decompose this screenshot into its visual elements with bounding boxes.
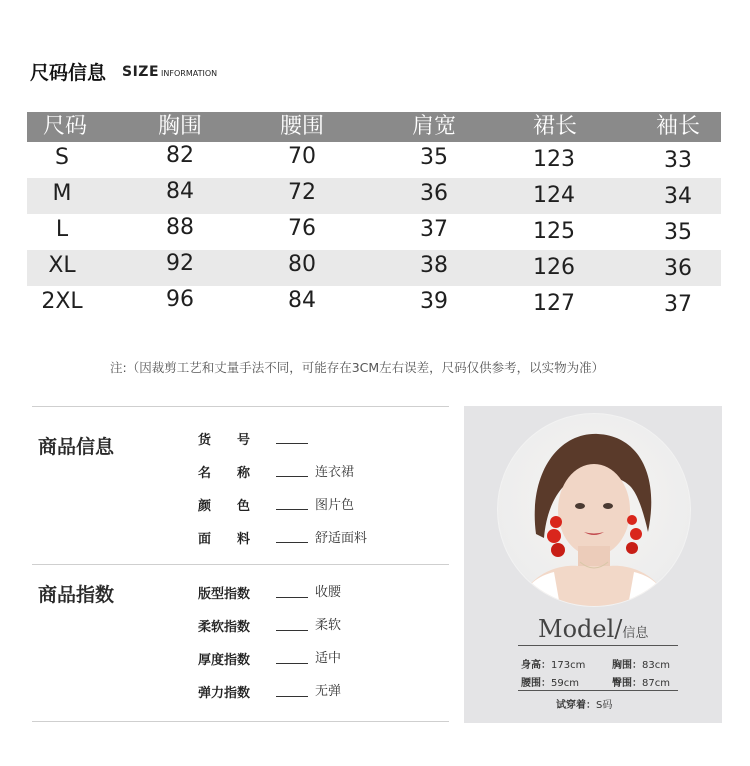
field-value-softness: 柔软 — [315, 618, 342, 633]
model-title-cn: 信息 — [622, 626, 649, 641]
model-waist-value: 59cm — [551, 678, 579, 689]
model-height — [521, 656, 585, 671]
cell-sleeve-length: 35 — [664, 220, 692, 245]
measurement-note: 注:（因裁剪工艺和丈量手法不同，可能存在3CM左右误差，尺码仅供参考，以实物为准） — [110, 360, 605, 375]
field-value-elasticity: 无弹 — [315, 684, 342, 699]
model-tried-label: 试穿着： — [556, 700, 596, 711]
size-info-title: 尺码信息 — [30, 62, 107, 84]
model-hip-label: 臀围： — [612, 678, 642, 689]
field-dash — [276, 597, 308, 598]
cell-sleeve-length: 34 — [664, 184, 692, 209]
cell-size: S — [55, 145, 69, 170]
information-label: INFORMATION — [161, 69, 218, 78]
divider — [518, 645, 678, 646]
col-header-bust: 胸围 — [157, 114, 202, 139]
cell-size: XL — [48, 253, 76, 278]
model-bust-value: 83cm — [642, 660, 670, 671]
field-dash — [276, 630, 308, 631]
cell-size: M — [52, 181, 72, 206]
model-height-value: 173cm — [551, 660, 586, 671]
model-hip-value: 87cm — [642, 678, 670, 689]
field-label-fabric: 面 料 — [198, 532, 251, 547]
table-row — [27, 214, 721, 250]
field-dash — [276, 443, 308, 444]
field-dash — [276, 663, 308, 664]
cell-waist: 76 — [288, 216, 316, 241]
cell-bust: 82 — [166, 143, 194, 168]
model-bust-label: 胸围： — [612, 660, 642, 671]
size-table — [27, 112, 721, 322]
divider — [32, 721, 449, 722]
field-label-name: 名 称 — [198, 466, 251, 481]
product-info-title: 商品信息 — [38, 436, 115, 458]
model-title-en: Model/ — [538, 615, 623, 643]
cell-waist: 72 — [288, 180, 316, 205]
col-header-sleeve-length: 袖长 — [655, 114, 700, 139]
model-tried-size — [556, 696, 612, 711]
divider — [32, 406, 449, 407]
field-label-item-no: 货 号 — [198, 433, 251, 448]
cell-shoulder: 36 — [420, 181, 448, 206]
col-header-size: 尺码 — [42, 114, 87, 139]
model-waist — [521, 674, 579, 689]
field-dash — [276, 476, 308, 477]
model-photo — [497, 413, 691, 607]
model-waist-label: 腰围： — [521, 678, 551, 689]
field-value-fabric: 舒适面料 — [315, 531, 368, 546]
field-label-thickness: 厚度指数 — [198, 653, 251, 668]
col-header-waist: 腰围 — [279, 114, 324, 139]
cell-waist: 70 — [288, 144, 316, 169]
field-label-color: 颜 色 — [198, 499, 251, 514]
cell-skirt-length: 125 — [533, 219, 575, 244]
cell-skirt-length: 126 — [533, 255, 575, 280]
model-illustration — [498, 414, 690, 606]
field-value-color: 图片色 — [315, 498, 355, 513]
field-label-elasticity: 弹力指数 — [198, 686, 251, 701]
field-label-softness: 柔软指数 — [198, 620, 251, 635]
field-dash — [276, 696, 308, 697]
cell-shoulder: 38 — [420, 253, 448, 278]
cell-skirt-length: 123 — [533, 147, 575, 172]
cell-shoulder: 39 — [420, 289, 448, 314]
cell-bust: 96 — [166, 287, 194, 312]
table-row — [27, 250, 721, 286]
product-index-title: 商品指数 — [38, 584, 115, 606]
cell-bust: 84 — [166, 179, 194, 204]
field-value-thickness: 适中 — [315, 651, 342, 666]
field-value-fit: 收腰 — [315, 585, 342, 600]
cell-sleeve-length: 36 — [664, 256, 692, 281]
model-height-label: 身高： — [521, 660, 551, 671]
model-tried-value: S码 — [596, 700, 613, 711]
size-info-subtitle — [122, 64, 217, 80]
model-title — [538, 615, 648, 643]
cell-bust: 92 — [166, 251, 194, 276]
model-hip — [612, 674, 670, 689]
model-bust — [612, 656, 670, 671]
table-row — [27, 178, 721, 214]
col-header-shoulder: 肩宽 — [411, 114, 456, 139]
cell-shoulder: 35 — [420, 145, 448, 170]
field-dash — [276, 509, 308, 510]
table-row — [27, 286, 721, 322]
table-row — [27, 142, 721, 178]
cell-size: L — [55, 217, 69, 242]
col-header-skirt-length: 裙长 — [532, 114, 577, 139]
cell-sleeve-length: 37 — [664, 292, 692, 317]
cell-size: 2XL — [41, 289, 83, 314]
cell-sleeve-length: 33 — [664, 148, 692, 173]
field-dash — [276, 542, 308, 543]
cell-waist: 84 — [288, 288, 316, 313]
cell-skirt-length: 127 — [533, 291, 575, 316]
cell-bust: 88 — [166, 215, 194, 240]
cell-skirt-length: 124 — [533, 183, 575, 208]
divider — [518, 690, 678, 691]
field-label-fit: 版型指数 — [198, 587, 251, 602]
field-value-name: 连衣裙 — [315, 465, 355, 480]
divider — [32, 564, 449, 565]
cell-waist: 80 — [288, 252, 316, 277]
cell-shoulder: 37 — [420, 217, 448, 242]
size-label: SIZE — [122, 64, 160, 80]
